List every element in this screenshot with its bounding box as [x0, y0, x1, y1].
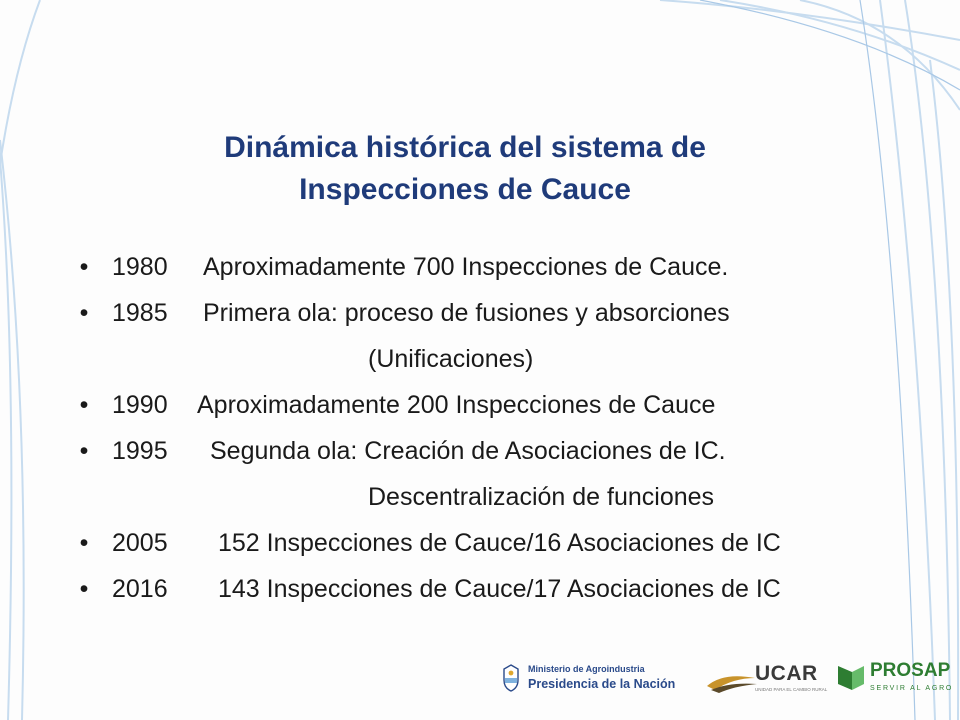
bullet: • [79, 437, 89, 465]
bullet: • [79, 575, 89, 603]
year: 1990 [112, 391, 168, 419]
title-line-2: Inspecciones de Cauce [299, 173, 631, 206]
bullet: • [79, 529, 89, 557]
ucar-swoosh-icon [705, 670, 761, 694]
item-text: Aproximadamente 200 Inspecciones de Cauce [197, 391, 716, 419]
footer-logos [490, 650, 954, 710]
year: 1985 [112, 299, 168, 327]
bullet: • [79, 253, 89, 281]
ucar-subtitle: UNIDAD PARA EL CAMBIO RURAL [755, 687, 828, 692]
prosap-mark-icon [836, 662, 866, 692]
timeline-item-1990 [72, 382, 932, 428]
ucar-logo [705, 656, 828, 700]
bullet: • [79, 299, 89, 327]
prosap-name: PROSAP [870, 660, 951, 681]
timeline-list [72, 244, 932, 612]
year: 2016 [112, 575, 168, 603]
agro-line-1: Ministerio de Agroindustria [528, 664, 645, 674]
timeline-item-2016 [72, 566, 932, 612]
timeline-item-1980 [72, 244, 932, 290]
timeline-item-1995 [72, 428, 932, 474]
item-text: 143 Inspecciones de Cauce/17 Asociaciones de IC [218, 575, 781, 603]
bullet: • [79, 391, 89, 419]
coat-of-arms-icon [502, 664, 520, 692]
prosap-logo [836, 658, 956, 702]
ucar-name: UCAR [755, 662, 818, 685]
item-text: Segunda ola: Creación de Asociaciones de IC. [210, 437, 726, 465]
title-line-1: Dinámica histórica del sistema de [224, 131, 706, 164]
agro-line-2: Presidencia de la Nación [528, 677, 676, 691]
timeline-continuation [72, 474, 932, 520]
year: 2005 [112, 529, 168, 557]
year: 1995 [112, 437, 168, 465]
item-text: 152 Inspecciones de Cauce/16 Asociaciones de IC [218, 529, 781, 557]
timeline-item-1985 [72, 290, 932, 336]
continuation-text: Descentralización de funciones [368, 483, 715, 511]
item-text: Primera ola: proceso de fusiones y absorciones [203, 299, 730, 327]
year: 1980 [112, 253, 168, 281]
slide-title [0, 127, 930, 211]
ministerio-agroindustria-logo [502, 662, 682, 702]
timeline-continuation [72, 336, 932, 382]
timeline-item-2005 [72, 520, 932, 566]
prosap-subtitle: SERVIR AL AGRO [870, 685, 954, 692]
continuation-text: (Unificaciones) [368, 345, 534, 373]
item-text: Aproximadamente 700 Inspecciones de Cauce. [203, 253, 729, 281]
